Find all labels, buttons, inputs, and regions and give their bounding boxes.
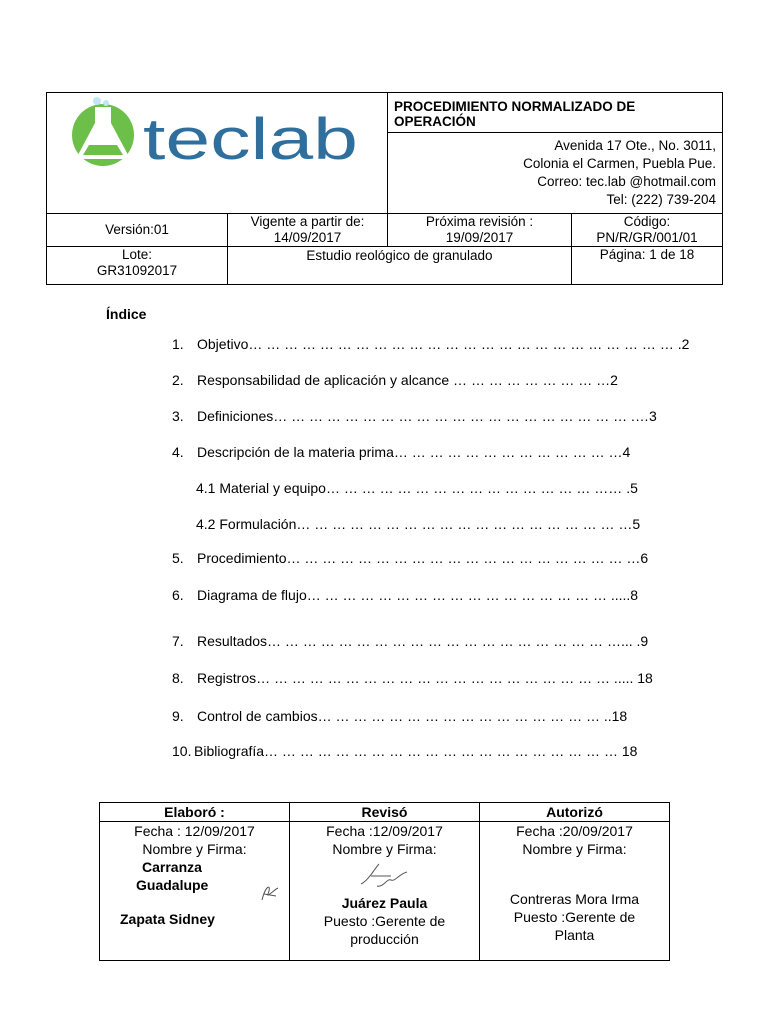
index-title: Índice (106, 306, 147, 322)
toc-item[interactable]: 5. Procedimiento… … … … … … … … … … … … … … … … … … … …6 (172, 550, 649, 566)
vigente-cell (228, 214, 388, 247)
lote-value: GR31092017 (96, 263, 178, 278)
address-line: Avenida 17 Ote., No. 3011, (554, 138, 717, 153)
reviso-heading: Revisó (290, 803, 480, 822)
toc-item[interactable]: 4. Descripción de la materia prima… … … … … … … … … … … … …4 (172, 444, 631, 460)
reviso-date: Fecha :12/09/2017 (326, 823, 443, 839)
autorizo-name: Contreras Mora Irma (509, 891, 640, 907)
signature-mark (355, 858, 415, 894)
elaboro-heading: Elaboró : (100, 803, 290, 822)
signature-table (99, 802, 670, 961)
page-number: Página: 1 de 18 (572, 247, 723, 285)
autorizo-date: Fecha :20/09/2017 (516, 823, 633, 839)
reviso-position: Puesto :Gerente de (323, 913, 446, 929)
codigo-value: PN/R/GR/001/01 (596, 230, 698, 245)
elaboro-cell (100, 822, 290, 961)
logo-cell (47, 93, 388, 214)
autorizo-position: Puesto :Gerente de (513, 909, 636, 925)
codigo-label: Código: (623, 214, 671, 229)
reviso-position: producción (350, 931, 419, 947)
address-line: Colonia el Carmen, Puebla Pue. (523, 156, 717, 171)
proxima-cell (388, 214, 572, 247)
reviso-name: Juárez Paula (341, 895, 428, 911)
teclab-logo (67, 97, 367, 169)
vigente-label: Vigente a partir de: (250, 214, 365, 229)
elaboro-date: Fecha : 12/09/2017 (134, 823, 255, 839)
proxima-date: 19/09/2017 (445, 230, 514, 245)
toc-subitem[interactable]: 4.1 Material y equipo… … … … … … … … … … … … … … … …… .5 (196, 480, 638, 496)
autorizo-cell (480, 822, 670, 961)
flask-icon (72, 97, 134, 166)
lote-label: Lote: (121, 247, 153, 262)
toc-item[interactable]: 2. Responsabilidad de aplicación y alcance … … … … … … … … …2 (172, 372, 618, 388)
toc-item[interactable]: 1. Objetivo… … … … … … … … … … … … … … … … … … … … … … … … .2 (172, 336, 690, 352)
elaboro-name-label: Nombre y Firma: (142, 841, 247, 857)
lote-cell (47, 247, 228, 285)
procedure-title: PROCEDIMIENTO NORMALIZADO DE OPERACIÓN (388, 93, 723, 133)
phone-line: Tel: (222) 739-204 (606, 192, 717, 207)
toc-item[interactable]: 8. Registros… … … … … … … … … … … … … … … … … … … … ..... 18 (172, 670, 653, 686)
elaboro-name: Carranza (142, 859, 202, 875)
reviso-name-label: Nombre y Firma: (332, 841, 437, 857)
header-table (46, 92, 723, 285)
vigente-date: 14/09/2017 (273, 230, 342, 245)
toc-item[interactable]: 3. Definiciones… … … … … … … … … … … … … … … … … … … … .…3 (172, 408, 657, 424)
version-cell: Versión:01 (47, 214, 228, 247)
elaboro-name: Guadalupe (136, 877, 209, 893)
address-block (388, 133, 723, 214)
autorizo-position: Planta (554, 927, 595, 943)
signature-mark (258, 880, 282, 904)
toc-item[interactable]: 6. Diagrama de flujo… … … … … … … … … … … … … … … … … .....8 (172, 587, 639, 603)
autorizo-name-label: Nombre y Firma: (522, 841, 627, 857)
toc-subitem[interactable]: 4.2 Formulación… … … … … … … … … … … … … … … … … … …5 (196, 516, 641, 532)
subject-cell: Estudio reológico de granulado (228, 247, 572, 285)
proxima-label: Próxima revisión : (425, 214, 534, 229)
toc-item[interactable]: 9. Control de cambios… … … … … … … … … … … … … … … … ..18 (172, 708, 628, 724)
logo-wordmark: teclab (143, 107, 358, 169)
elaboro-name: Zapata Sidney (120, 911, 215, 927)
reviso-cell (290, 822, 480, 961)
autorizo-heading: Autorizó (480, 803, 670, 822)
toc-item[interactable]: 10. Bibliografía… … … … … … … … … … … … … … … … … … … … 18 (172, 743, 638, 759)
email-line: Correo: tec.lab @hotmail.com (537, 174, 717, 189)
toc-item[interactable]: 7. Resultados… … … … … … … … … … … … … … … … … … … …... .9 (172, 633, 649, 649)
codigo-cell (572, 214, 723, 247)
